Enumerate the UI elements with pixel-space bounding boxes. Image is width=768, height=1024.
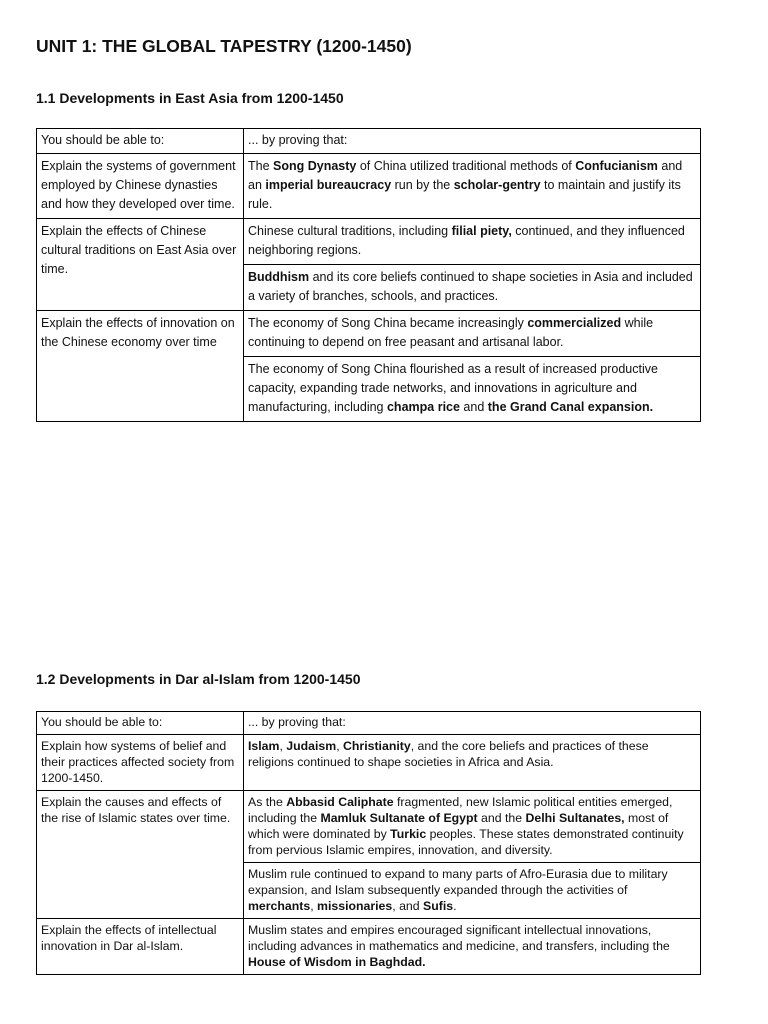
proof-cell [244,791,701,863]
proof-text: to maintain and justify its rule. [248,178,681,211]
key-term: champa rice [386,400,460,414]
table-row [37,735,701,791]
proof-text: As the [248,795,287,809]
key-term: Abbasid Caliphate [286,795,394,809]
proof-text: . [453,899,457,913]
table-row [37,919,701,975]
table-header-row [37,712,701,735]
proof-text: fragmented, new Islamic political entities emerged, including the [248,795,673,825]
objective-cell: Explain the effects of Chinese cultural traditions on East Asia over time. [37,219,244,311]
proof-cell [244,919,701,975]
proof-text: , [279,739,287,753]
key-term: merchants [248,899,311,913]
proof-text: The economy of Song China became increasingly [248,316,528,330]
proof-text: Muslim states and empires encouraged significant intellectual innovations, including advances in mathematics and medicine, and transfers, including the [248,923,670,953]
objective-cell: Explain how systems of belief and their practices affected society from 1200-1450. [37,735,244,791]
proof-text: , and the core beliefs and practices of these religions continued to shape societies in Africa and Asia. [248,739,649,769]
header-proof: ... by proving that: [244,712,701,735]
table-row [37,219,701,265]
objectives-table-east-asia [36,128,701,422]
proof-text: and an [248,159,683,192]
proof-cell [244,863,701,919]
proof-text: most of which were dominated by [248,811,669,841]
key-term: Turkic [390,827,427,841]
proof-cell [244,265,701,311]
header-objective: You should be able to: [37,712,244,735]
key-term: scholar-gentry [453,178,541,192]
key-term: the Grand Canal expansion. [487,400,654,414]
section-title-dar-al-islam: 1.2 Developments in Dar al-Islam from 1200-1450 [36,671,361,687]
proof-text: , and [392,899,424,913]
key-term: Sufis [423,899,454,913]
proof-cell [244,219,701,265]
key-term: Christianity [343,739,411,753]
table-row [37,311,701,357]
unit-title: UNIT 1: THE GLOBAL TAPESTRY (1200-1450) [36,36,412,56]
table-row [37,154,701,219]
objective-cell: Explain the systems of government employed by Chinese dynasties and how they developed over time. [37,154,244,219]
header-proof: ... by proving that: [244,129,701,154]
key-term: commercialized [527,316,622,330]
proof-text: and the [477,811,526,825]
proof-text: The [248,159,274,173]
objective-cell: Explain the effects of innovation on the Chinese economy over time [37,311,244,422]
key-term: Delhi Sultanates, [525,811,625,825]
key-term: missionaries [317,899,393,913]
key-term: Buddhism [248,270,310,284]
table-row [37,791,701,863]
header-objective: You should be able to: [37,129,244,154]
proof-text: continued, and they influenced neighboring regions. [248,224,685,257]
table-header-row [37,129,701,154]
key-term: filial piety, [451,224,512,238]
proof-text: and [459,400,488,414]
proof-cell [244,311,701,357]
proof-text: Muslim rule continued to expand to many parts of Afro-Eurasia due to military expansion, and Islam subsequently expanded through the activities of [248,867,668,897]
proof-text: run by the [391,178,454,192]
proof-cell [244,735,701,791]
proof-text: Chinese cultural traditions, including [248,224,452,238]
proof-text: , [336,739,344,753]
key-term: Mamluk Sultanate of Egypt [320,811,478,825]
key-term: Confucianism [575,159,658,173]
proof-text: peoples. These states demonstrated continuity from pervious Islamic empires, innovation, and diversity. [248,827,684,857]
key-term: Judaism [286,739,337,753]
key-term: Islam [248,739,280,753]
proof-text: and its core beliefs continued to shape societies in Asia and included a variety of branches, schools, and practices. [248,270,693,303]
proof-text: of China utilized traditional methods of [356,159,576,173]
proof-text: , [310,899,318,913]
objective-cell: Explain the causes and effects of the rise of Islamic states over time. [37,791,244,919]
objectives-table-dar-al-islam [36,711,701,975]
section-title-east-asia: 1.1 Developments in East Asia from 1200-1450 [36,90,344,106]
proof-text: while continuing to depend on free peasant and artisanal labor. [248,316,654,349]
proof-text: The economy of Song China flourished as a result of increased productive capacity, expanding trade networks, and innovations in agriculture and manufacturing, including [248,362,658,414]
key-term: Song Dynasty [273,159,357,173]
objective-cell: Explain the effects of intellectual innovation in Dar al-Islam. [37,919,244,975]
proof-cell [244,357,701,422]
key-term: imperial bureaucracy [265,178,392,192]
proof-cell [244,154,701,219]
key-term: House of Wisdom in Baghdad. [248,955,426,969]
